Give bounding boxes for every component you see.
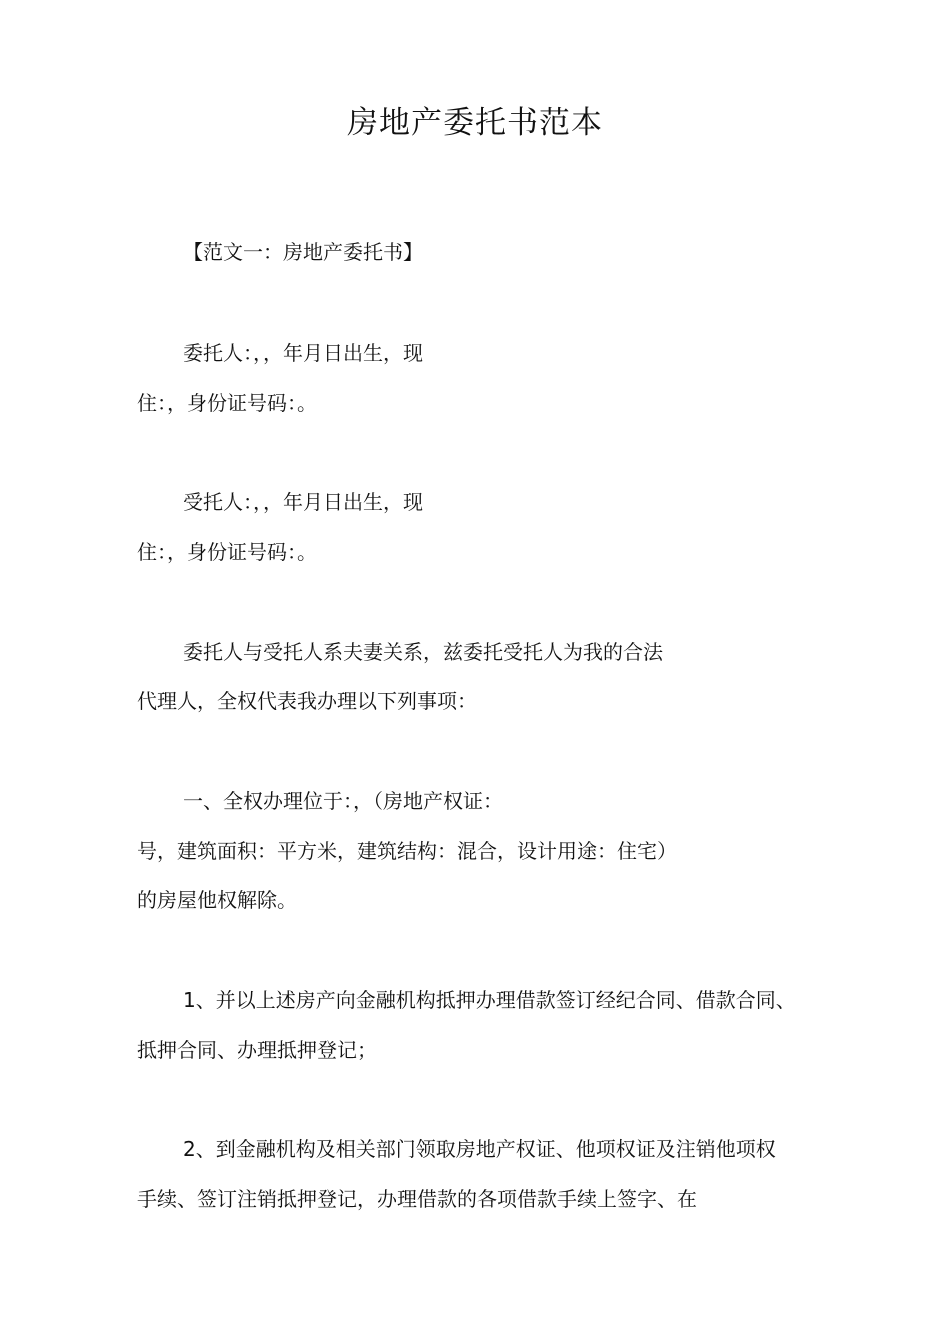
section-heading: 【范文一：房地产委托书】 [183, 240, 423, 264]
paragraph-line: 抵押合同、办理抵押登记； [137, 1038, 377, 1062]
document-title: 房地产委托书范本 [347, 105, 603, 141]
paragraph-line: 一、全权办理位于：，（房地产权证： [183, 789, 503, 813]
paragraph-line: 代理人，全权代表我办理以下列事项： [137, 689, 477, 713]
paragraph-line: 的房屋他权解除。 [137, 888, 297, 912]
paragraph-line: 委托人与受托人系夫妻关系，兹委托受托人为我的合法 [183, 640, 663, 664]
paragraph-line: 住：，身份证号码：。 [137, 391, 317, 415]
paragraph-line: 号，建筑面积：平方米，建筑结构：混合，设计用途：住宅） [137, 839, 677, 863]
paragraph-line: 受托人：，，年月日出生，现 [183, 490, 423, 514]
paragraph-line: 2、到金融机构及相关部门领取房地产权证、他项权证及注销他项权 [183, 1137, 776, 1161]
paragraph-line: 1、并以上述房产向金融机构抵押办理借款签订经纪合同、借款合同、 [183, 988, 796, 1012]
paragraph-line: 委托人：，，年月日出生，现 [183, 341, 423, 365]
paragraph-line: 手续、签订注销抵押登记，办理借款的各项借款手续上签字、在 [137, 1187, 697, 1211]
paragraph-line: 住：，身份证号码：。 [137, 540, 317, 564]
